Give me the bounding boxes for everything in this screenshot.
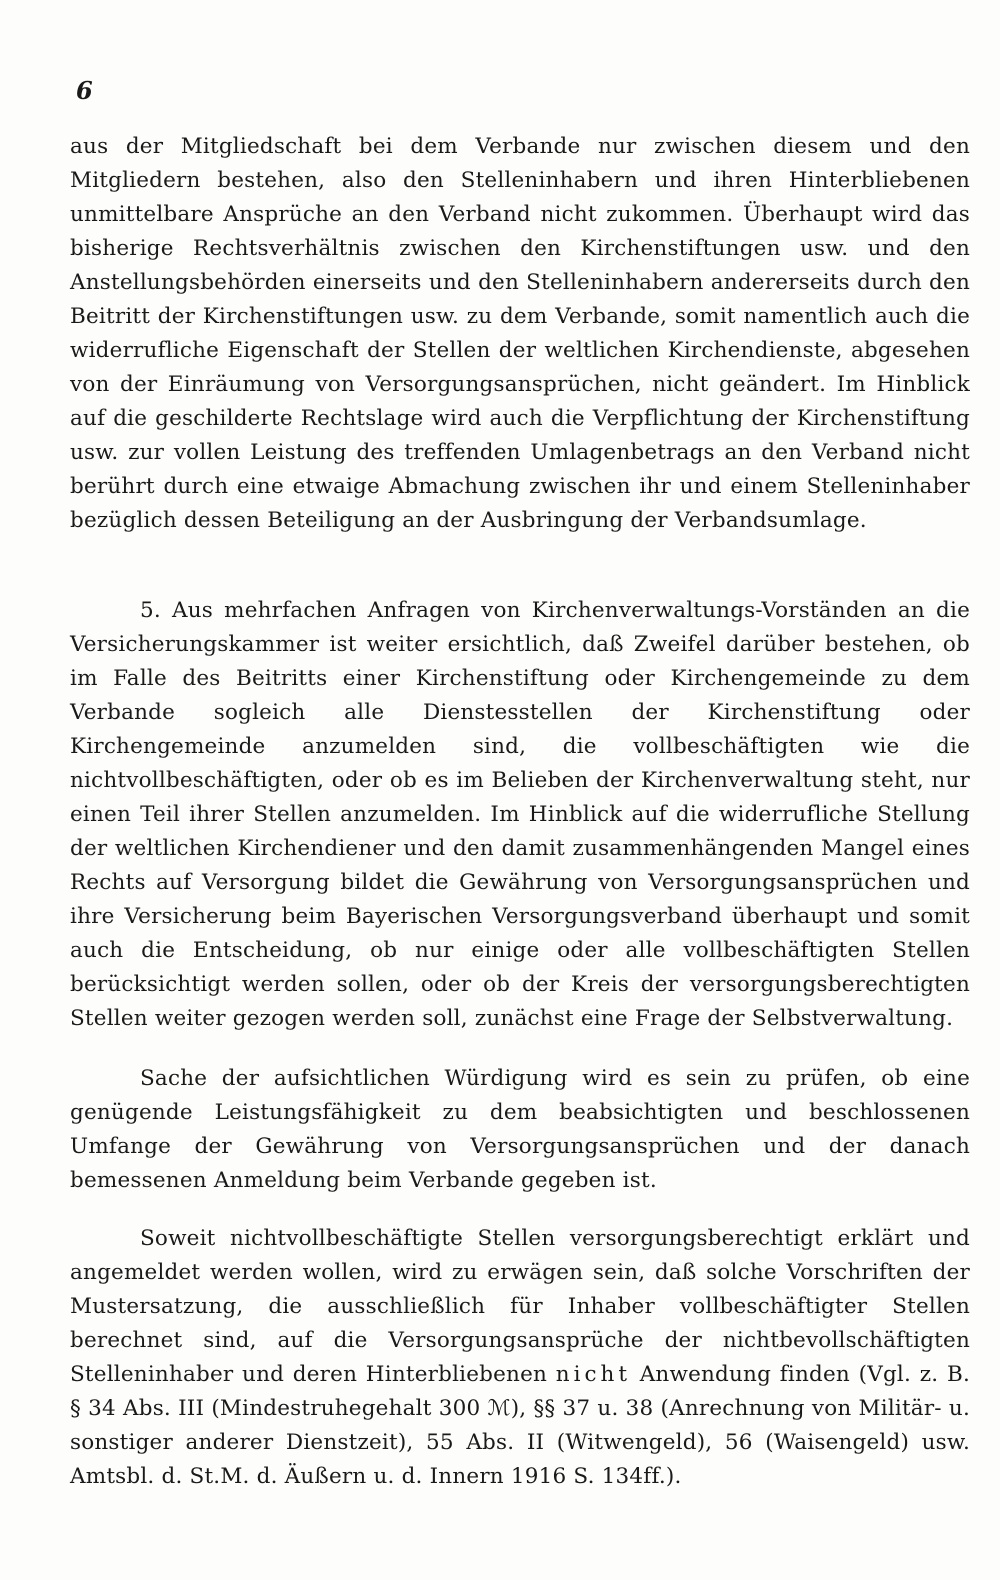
paragraph-continuation: aus der Mitgliedschaft bei dem Verbande nur zwischen diesem und den Mitgliedern bestehen, also den Stelleninhabern und ihren Hinterbliebenen unmittelbare Ansprüche an den Verband nicht zukommen. Überhaupt wird das bisherige Rechtsverhältnis zwischen den Kirchenstiftungen usw. und den Anstellungsbehörden einerseits und den Stelleninhabern andererseits durch den Beitritt der Kirchenstiftungen usw. zu dem Verbande, somit namentlich auch die widerrufliche Eigenschaft der Stellen der weltlichen Kirchendienste, abgesehen von der Einräumung von Versorgungsansprüchen, nicht geändert. Im Hinblick auf die geschilderte Rechtslage wird auch die Verpflichtung der Kirchenstiftung usw. zur vollen Leistung des treffenden Umlagenbetrags an den Verband nicht berührt durch eine etwaige Abmachung zwischen ihr und einem Stelleninhaber bezüglich dessen Beteiligung an der Ausbringung der Verbandsumlage. [70, 134, 970, 533]
paragraph-section-5: 5. Aus mehrfachen Anfragen von Kirchenverwaltungs-Vorständen an die Versicherungskammer ist weiter ersichtlich, daß Zweifel darüber bestehen, ob im Falle des Beitritts einer Kirchenstiftung oder Kirchengemeinde zu dem Verbande sogleich alle Dienstesstellen der Kirchenstiftung oder Kirchengemeinde anzumelden sind, die vollbeschäftigten wie die nichtvollbeschäftigten, oder ob es im Belieben der Kirchenverwaltung steht, nur einen Teil ihrer Stellen anzumelden. Im Hinblick auf die widerrufliche Stellung der weltlichen Kirchendiener und den damit zusammenhängenden Mangel eines Rechts auf Versorgung bildet die Gewährung von Versorgungsansprüchen und ihre Versicherung beim Bayerischen Versorgungsverband überhaupt und somit auch die Entscheidung, ob nur einige oder alle vollbeschäftigten Stellen berücksichtigt werden sollen, oder ob der Kreis der versorgungsberechtigten Stellen weiter gezogen werden soll, zunächst eine Frage der Selbstverwaltung. [70, 598, 970, 1031]
emphasized-word: nicht [555, 1362, 632, 1387]
paragraph-supervisory-review: Sache der aufsichtlichen Würdigung wird es sein zu prüfen, ob eine genügende Leistungsfähigkeit zu dem beabsichtigten und beschlossenen Umfange der Gewährung von Versorgungsansprüchen und der danach bemessenen Anmeldung beim Verbande gegeben ist. [70, 1066, 970, 1193]
page-number: 6 [76, 76, 93, 105]
paragraph-text-after: Anwendung finden (Vgl. z. B. § 34 Abs. III (Mindestruhegehalt 300 ℳ), §§ 37 u. 38 (Anrechnung von Militär- u. sonstiger anderer Dienstzeit), 55 Abs. II (Witwengeld), 56 (Waisengeld) usw. Amtsbl. d. St.M. d. Äußern u. d. Innern 1916 S. 134ff.). [70, 1362, 970, 1489]
paragraph-text-before: Soweit nichtvollbeschäftigte Stellen versorgungsberechtigt erklärt und angemeldet werden wollen, wird zu erwägen sein, daß solche Vorschriften der Mustersatzung, die ausschließlich für Inhaber vollbeschäftigter Stellen berechnet sind, auf die Versorgungsansprüche der nichtbevollschäftigten Stelleninhaber und deren Hinterbliebenen [70, 1226, 970, 1387]
paragraph-part-time-positions [70, 1222, 970, 1494]
